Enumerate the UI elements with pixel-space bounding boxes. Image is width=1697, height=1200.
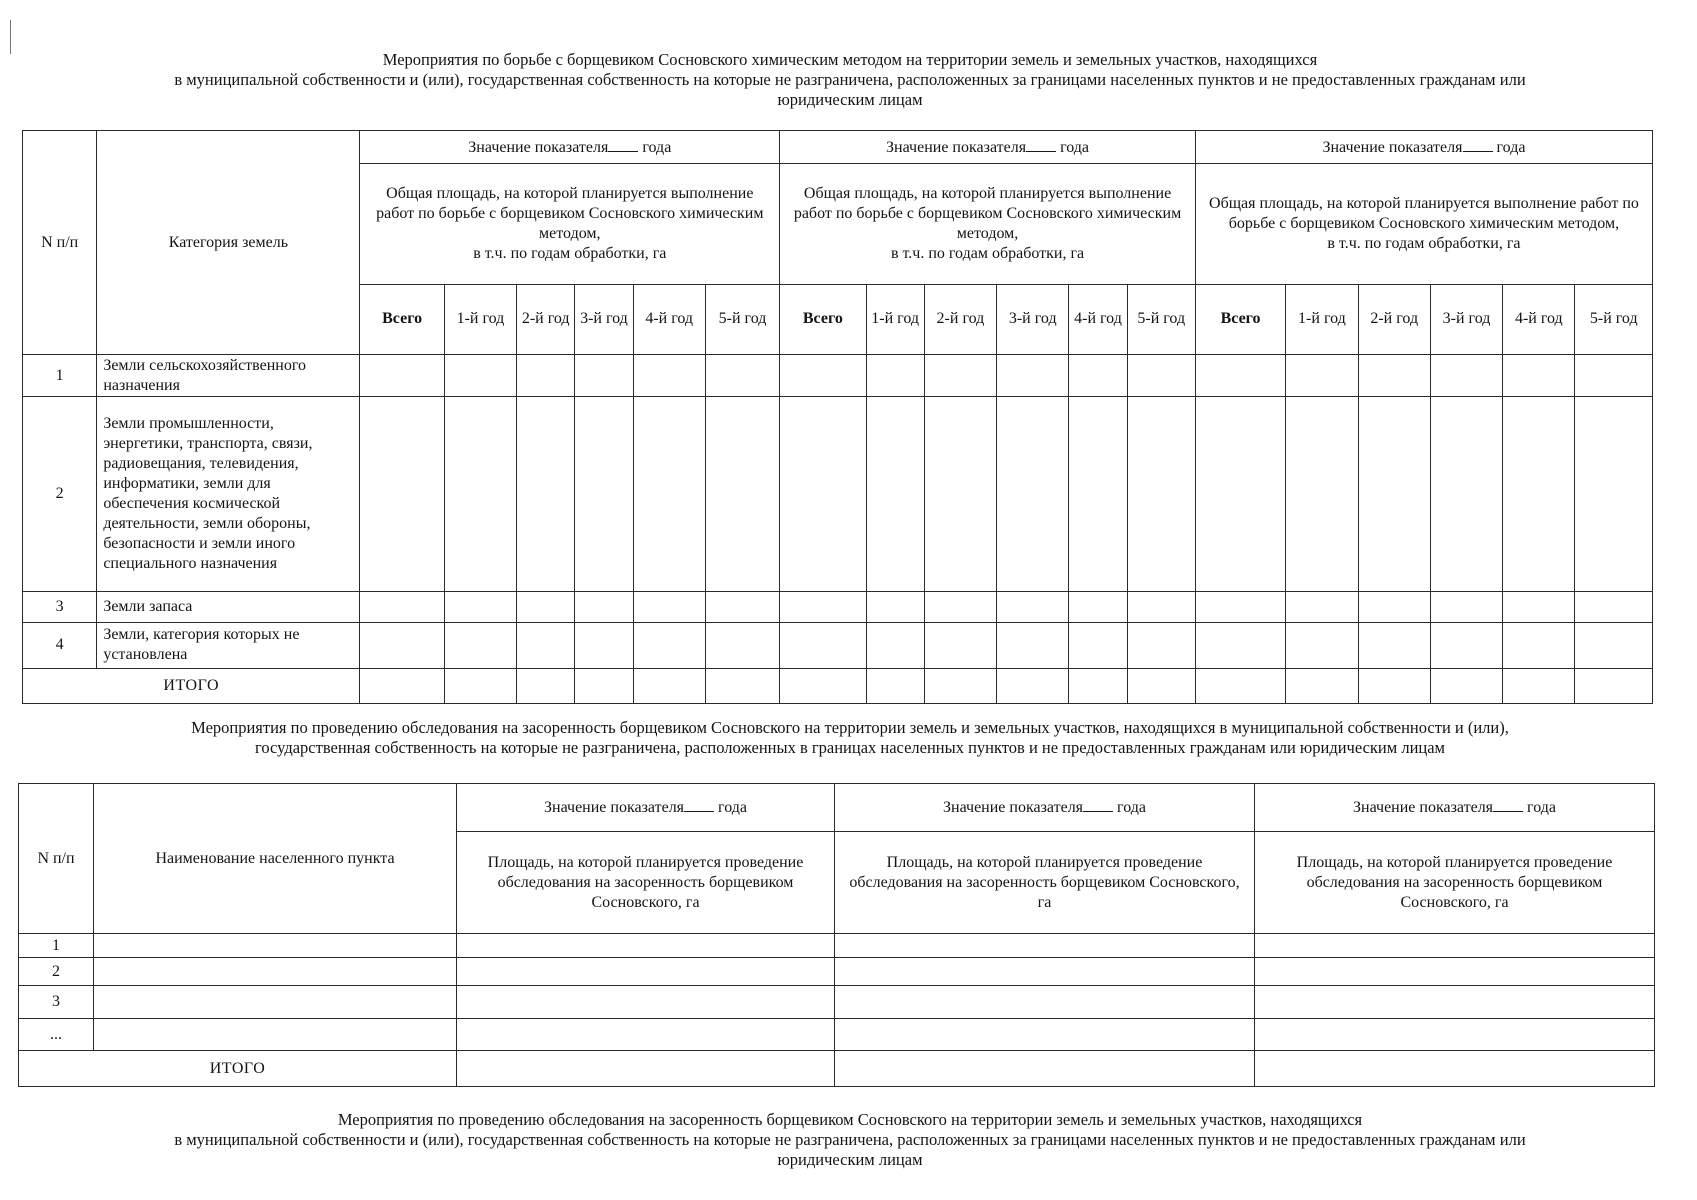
indicator-suffix: года (1060, 138, 1090, 156)
value-cell (1069, 397, 1127, 592)
table-row (19, 934, 1655, 958)
value-cell (1195, 397, 1285, 592)
settlement-cell (94, 986, 457, 1019)
value-cell (780, 668, 866, 703)
value-cell (1358, 622, 1430, 668)
col-year-header: 5-й год (705, 284, 779, 354)
value-cell (997, 397, 1069, 592)
section3-title-line: юридическим лицам (777, 1150, 923, 1169)
area-description-header (780, 164, 1196, 285)
table-row (23, 592, 1653, 622)
table-row (19, 958, 1655, 986)
value-cell (1430, 397, 1502, 592)
value-cell (1195, 355, 1285, 397)
indicator-year-header (1255, 784, 1655, 832)
col-category-header: Категория земель (97, 131, 360, 355)
col-name-header: Наименование населенного пункта (94, 784, 457, 934)
col-year-header: 2-й год (1358, 284, 1430, 354)
value-cell (360, 622, 444, 668)
row-num: 1 (23, 355, 97, 397)
value-cell (780, 592, 866, 622)
section2-title-line: государственная собственность на которые не разграничена, расположенных в границах населенных пунктов и не предоставленных гражданам или юридическим лицам (255, 738, 1445, 757)
value-cell (780, 622, 866, 668)
value-cell (1195, 668, 1285, 703)
col-year-header: 1-й год (1286, 284, 1358, 354)
section1-title-line: юридическим лицам (777, 90, 923, 109)
value-cell (705, 592, 779, 622)
value-cell (1358, 355, 1430, 397)
area-desc: Общая площадь, на которой планируется выполнение работ по борьбе с борщевиком Сосновского химическим методом, (376, 184, 764, 242)
value-cell (444, 668, 516, 703)
row-num: 1 (19, 934, 94, 958)
value-cell (517, 355, 575, 397)
value-cell (457, 958, 835, 986)
value-cell (1127, 622, 1195, 668)
value-cell (924, 668, 996, 703)
value-cell (1255, 1019, 1655, 1051)
value-cell (866, 397, 924, 592)
row-num: 4 (23, 622, 97, 668)
value-cell (575, 592, 633, 622)
section3-title-line: в муниципальной собственности и (или), государственная собственность на которые не разграничена, расположенных за границами населенных пунктов и не предоставленных гражданам или (174, 1130, 1526, 1149)
value-cell (1127, 592, 1195, 622)
value-cell (517, 397, 575, 592)
area-desc: Общая площадь, на которой планируется выполнение работ по борьбе с борщевиком Сосновского химическим методом, (1209, 194, 1639, 232)
indicator-year-header (1195, 131, 1652, 164)
value-cell (457, 934, 835, 958)
area-description-header: Площадь, на которой планируется проведение обследования на засоренность борщевиком Сосновского, га (1255, 832, 1655, 934)
value-cell (633, 355, 705, 397)
value-cell (997, 592, 1069, 622)
value-cell (444, 397, 516, 592)
value-cell (1255, 934, 1655, 958)
year-blank (684, 797, 714, 812)
value-cell (924, 592, 996, 622)
value-cell (360, 355, 444, 397)
value-cell (1286, 592, 1358, 622)
value-cell (1430, 592, 1502, 622)
value-cell (997, 622, 1069, 668)
value-cell (360, 668, 444, 703)
value-cell (575, 668, 633, 703)
col-year-header: 2-й год (924, 284, 996, 354)
margin-mark (10, 20, 11, 54)
col-total-header: Всего (1195, 284, 1285, 354)
indicator-prefix: Значение показателя (942, 799, 1084, 816)
row-category: Земли запаса (97, 592, 360, 622)
row-num: 2 (23, 397, 97, 592)
value-cell (866, 355, 924, 397)
table-row (23, 622, 1653, 668)
value-cell (866, 668, 924, 703)
col-year-header: 5-й год (1127, 284, 1195, 354)
chemical-control-table (22, 130, 1653, 704)
value-cell (866, 592, 924, 622)
year-blank (1083, 797, 1113, 812)
value-cell (360, 397, 444, 592)
row-category: Земли сельскохозяйственного назначения (97, 355, 360, 397)
indicator-year-header (457, 784, 835, 832)
col-year-header: 3-й год (575, 284, 633, 354)
value-cell (835, 1019, 1255, 1051)
total-label: ИТОГО (23, 668, 360, 703)
indicator-suffix: года (1117, 799, 1146, 816)
value-cell (1127, 668, 1195, 703)
value-cell (575, 397, 633, 592)
section1-title-line: в муниципальной собственности и (или), государственная собственность на которые не разграничена, расположенных за границами населенных пунктов и не предоставленных гражданам или (174, 70, 1526, 89)
value-cell (835, 1051, 1255, 1087)
value-cell (1575, 592, 1653, 622)
value-cell (1069, 592, 1127, 622)
value-cell (633, 668, 705, 703)
area-description-header: Площадь, на которой планируется проведение обследования на засоренность борщевиком Сосновского, га (457, 832, 835, 934)
value-cell (444, 355, 516, 397)
value-cell (835, 986, 1255, 1019)
col-year-header: 4-й год (1503, 284, 1575, 354)
section2-title-line: Мероприятия по проведению обследования на засоренность борщевиком Сосновского на территории земель и земельных участков, находящихся в муниципальной собственности и (или), (191, 718, 1509, 737)
value-cell (444, 622, 516, 668)
value-cell (517, 668, 575, 703)
col-num-header: N п/п (19, 784, 94, 934)
col-year-header: 4-й год (633, 284, 705, 354)
value-cell (633, 622, 705, 668)
area-desc-years: в т.ч. по годам обработки, га (1327, 234, 1521, 252)
indicator-suffix: года (1496, 138, 1526, 156)
indicator-prefix: Значение показателя (886, 138, 1027, 156)
settlement-cell (94, 1019, 457, 1051)
year-blank (1463, 137, 1493, 152)
value-cell (924, 397, 996, 592)
table-row (23, 355, 1653, 397)
row-num: 2 (19, 958, 94, 986)
value-cell (924, 355, 996, 397)
total-label: ИТОГО (19, 1051, 457, 1087)
value-cell (780, 355, 866, 397)
value-cell (1286, 355, 1358, 397)
value-cell (457, 986, 835, 1019)
area-desc-years: в т.ч. по годам обработки, га (473, 244, 667, 262)
value-cell (517, 622, 575, 668)
indicator-suffix: года (1527, 799, 1556, 816)
value-cell (1195, 592, 1285, 622)
section1-title (60, 50, 1640, 110)
value-cell (1503, 668, 1575, 703)
section2-title (60, 718, 1640, 758)
value-cell (1358, 397, 1430, 592)
value-cell (1255, 986, 1655, 1019)
year-blank (1493, 797, 1523, 812)
col-year-header: 2-й год (517, 284, 575, 354)
value-cell (1575, 355, 1653, 397)
area-desc-years: в т.ч. по годам обработки, га (890, 244, 1085, 262)
value-cell (1286, 622, 1358, 668)
col-year-header: 3-й год (1430, 284, 1502, 354)
value-cell (1503, 397, 1575, 592)
indicator-suffix: года (642, 138, 672, 156)
row-num: 3 (19, 986, 94, 1019)
value-cell (444, 592, 516, 622)
year-blank (1026, 137, 1056, 152)
value-cell (1503, 592, 1575, 622)
value-cell (780, 397, 866, 592)
value-cell (835, 958, 1255, 986)
year-blank (608, 137, 638, 152)
value-cell (705, 397, 779, 592)
value-cell (1575, 622, 1653, 668)
value-cell (1255, 958, 1655, 986)
col-year-header: 1-й год (866, 284, 924, 354)
col-year-header: 4-й год (1069, 284, 1127, 354)
value-cell (1503, 355, 1575, 397)
value-cell (1127, 355, 1195, 397)
table-row (19, 986, 1655, 1019)
row-category: Земли, категория которых не установлена (97, 622, 360, 668)
value-cell (1575, 668, 1653, 703)
value-cell (1127, 397, 1195, 592)
indicator-year-header (835, 784, 1255, 832)
total-row (19, 1051, 1655, 1087)
value-cell (1286, 397, 1358, 592)
value-cell (997, 668, 1069, 703)
value-cell (1430, 355, 1502, 397)
col-year-header: 5-й год (1575, 284, 1653, 354)
col-total-header: Всего (360, 284, 444, 354)
col-num-header: N п/п (23, 131, 97, 355)
value-cell (1069, 622, 1127, 668)
value-cell (1195, 622, 1285, 668)
area-desc: Общая площадь, на которой планируется выполнение работ по борьбе с борщевиком Сосновского химическим методом, (793, 184, 1182, 242)
table-row (23, 397, 1653, 592)
value-cell (575, 622, 633, 668)
indicator-suffix: года (718, 799, 747, 816)
total-row (23, 668, 1653, 703)
value-cell (457, 1019, 835, 1051)
value-cell (360, 592, 444, 622)
col-total-header: Всего (780, 284, 866, 354)
settlement-cell (94, 934, 457, 958)
settlement-cell (94, 958, 457, 986)
section1-title-line: Мероприятия по борьбе с борщевиком Сосновского химическим методом на территории земель и земельных участков, находящихся (382, 50, 1318, 69)
value-cell (633, 592, 705, 622)
indicator-prefix: Значение показателя (1352, 799, 1494, 816)
value-cell (1430, 622, 1502, 668)
value-cell (1358, 668, 1430, 703)
col-year-header: 1-й год (444, 284, 516, 354)
value-cell (835, 934, 1255, 958)
value-cell (1430, 668, 1502, 703)
value-cell (1255, 1051, 1655, 1087)
row-num: ... (19, 1019, 94, 1051)
value-cell (575, 355, 633, 397)
value-cell (1069, 668, 1127, 703)
value-cell (1575, 397, 1653, 592)
indicator-year-header (360, 131, 780, 164)
value-cell (457, 1051, 835, 1087)
indicator-year-header (780, 131, 1196, 164)
value-cell (997, 355, 1069, 397)
value-cell (1069, 355, 1127, 397)
section3-title-line: Мероприятия по проведению обследования на засоренность борщевиком Сосновского на территории земель и земельных участков, находящихся (337, 1110, 1363, 1129)
value-cell (924, 622, 996, 668)
table-row (19, 1019, 1655, 1051)
indicator-prefix: Значение показателя (543, 799, 685, 816)
value-cell (1503, 622, 1575, 668)
survey-table (18, 783, 1655, 1087)
indicator-prefix: Значение показателя (468, 138, 609, 156)
value-cell (633, 397, 705, 592)
indicator-prefix: Значение показателя (1322, 138, 1463, 156)
value-cell (866, 622, 924, 668)
value-cell (705, 668, 779, 703)
row-num: 3 (23, 592, 97, 622)
value-cell (705, 355, 779, 397)
value-cell (1358, 592, 1430, 622)
value-cell (705, 622, 779, 668)
value-cell (517, 592, 575, 622)
col-year-header: 3-й год (997, 284, 1069, 354)
section3-title (60, 1110, 1640, 1170)
value-cell (1286, 668, 1358, 703)
area-description-header (1195, 164, 1652, 285)
area-description-header (360, 164, 780, 285)
area-description-header: Площадь, на которой планируется проведение обследования на засоренность борщевиком Сосновского, га (835, 832, 1255, 934)
row-category: Земли промышленности, энергетики, транспорта, связи, радиовещания, телевидения, информатики, земли для обеспечения космической деятельности, земли обороны, безопасности и земли иного специального назначения (97, 397, 360, 592)
